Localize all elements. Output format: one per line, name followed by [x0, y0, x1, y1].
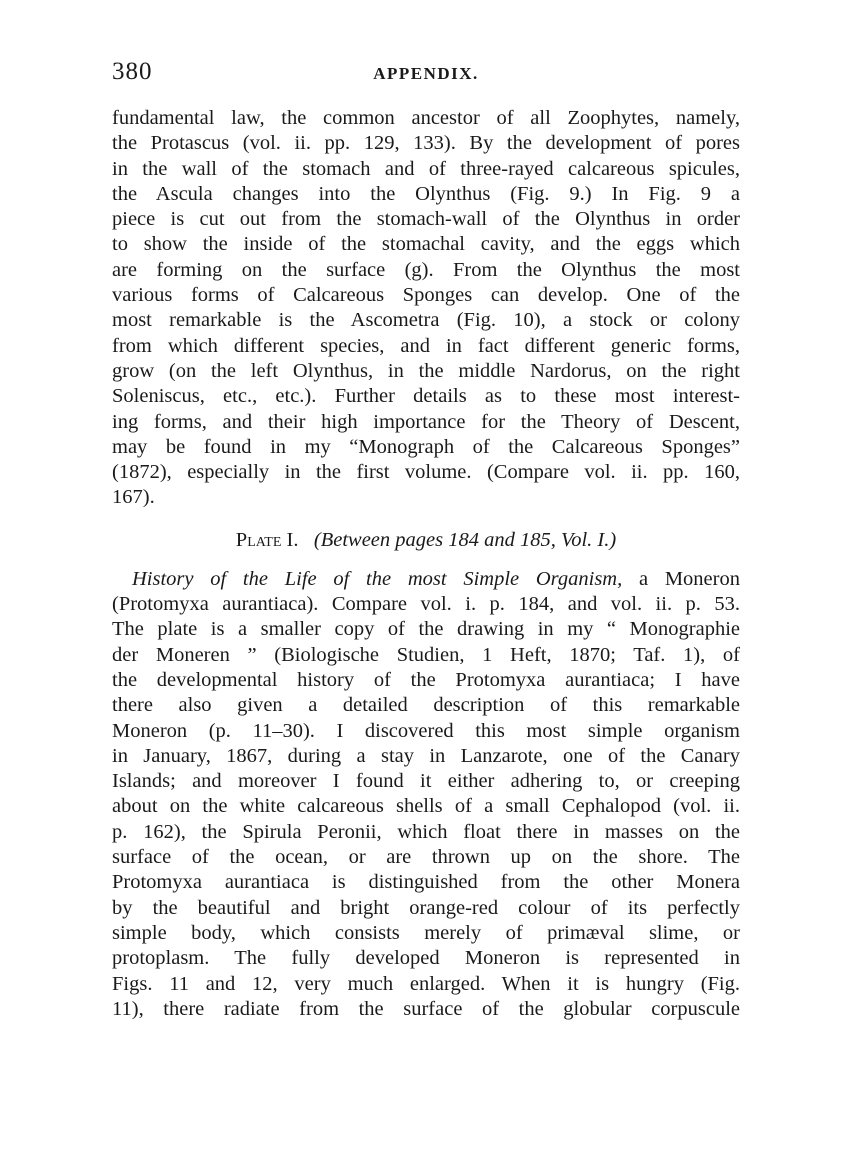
plate-label: Plate I.	[235, 528, 299, 551]
text-line: simple body, which consists merely of primæval slime, or	[112, 921, 740, 944]
book-page	[112, 58, 740, 1022]
text-line: the Protascus (vol. ii. pp. 129, 133). By the development of pores	[112, 132, 740, 155]
plate-heading	[112, 527, 740, 553]
text-line: protoplasm. The fully developed Moneron is represented in	[112, 947, 740, 970]
text-line: most remarkable is the Ascometra (Fig. 10), a stock or colony	[112, 309, 740, 332]
text-line: Islands; and moreover I found it either adhering to, or creeping	[112, 770, 740, 793]
page-number: 380	[112, 58, 153, 85]
text-line: piece is cut out from the stomach-wall of the Olynthus in order	[112, 208, 740, 231]
text-line: ing forms, and their high importance for the Theory of Descent,	[112, 410, 740, 433]
text-line: Figs. 11 and 12, very much enlarged. When it is hungry (Fig.	[112, 972, 740, 995]
text-line: grow (on the left Olynthus, in the middle Nardorus, on the right	[112, 359, 740, 382]
text-line: surface of the ocean, or are thrown up on the shore. The	[112, 846, 740, 869]
text-line: der Moneren ” (Biologische Studien, 1 Heft, 1870; Taf. 1), of	[112, 643, 740, 666]
text-line: about on the white calcareous shells of a small Cephalopod (vol. ii.	[112, 795, 740, 818]
text-line: in January, 1867, during a stay in Lanzarote, one of the Canary	[112, 744, 740, 767]
paragraph-protomyxa	[112, 567, 740, 1022]
text-line: to show the inside of the stomachal cavity, and the eggs which	[112, 233, 740, 256]
text-line: fundamental law, the common ancestor of all Zoophytes, namely,	[112, 107, 740, 129]
text-line: (1872), especially in the first volume. (Compare vol. ii. pp. 160,	[112, 461, 740, 484]
running-title: APPENDIX.	[373, 64, 479, 83]
text-line: are forming on the surface (g). From the Olynthus the most	[112, 258, 740, 281]
text-line: (Protomyxa aurantiaca). Compare vol. i. p. 184, and vol. ii. p. 53.	[112, 593, 740, 616]
text-line: by the beautiful and bright orange-red colour of its perfectly	[112, 896, 740, 919]
paragraph-calcareous-sponges	[112, 106, 740, 511]
section-title-italic: History of the Life of the most Simple Organism,	[132, 567, 623, 590]
text-line-first	[112, 567, 740, 592]
text-line: Protomyxa aurantiaca is distinguished from the other Monera	[112, 871, 740, 894]
text-line: the Ascula changes into the Olynthus (Fig. 9.) In Fig. 9 a	[112, 182, 740, 205]
text-run: a Moneron	[622, 567, 740, 590]
text-line: 11), there radiate from the surface of the globular corpuscule	[112, 997, 740, 1020]
text-line: The plate is a smaller copy of the drawing in my “ Monographie	[112, 618, 740, 641]
text-line: Soleniscus, etc., etc.). Further details as to these most interest-	[112, 385, 740, 408]
text-line: may be found in my “Monograph of the Calcareous Sponges”	[112, 435, 740, 458]
text-line: the developmental history of the Protomyxa aurantiaca; I have	[112, 668, 740, 691]
text-line: Moneron (p. 11–30). I discovered this most simple organism	[112, 719, 740, 742]
text-line: p. 162), the Spirula Peronii, which float there in masses on the	[112, 820, 740, 843]
text-line: in the wall of the stomach and of three-rayed calcareous spicules,	[112, 157, 740, 180]
text-line: from which different species, and in fact different generic forms,	[112, 334, 740, 357]
running-head	[112, 58, 740, 92]
plate-detail: (Between pages 184 and 185, Vol. I.)	[313, 528, 617, 551]
text-line: 167).	[112, 486, 155, 509]
text-line: various forms of Calcareous Sponges can develop. One of the	[112, 284, 740, 307]
text-line: there also given a detailed description of this remarkable	[112, 694, 740, 717]
